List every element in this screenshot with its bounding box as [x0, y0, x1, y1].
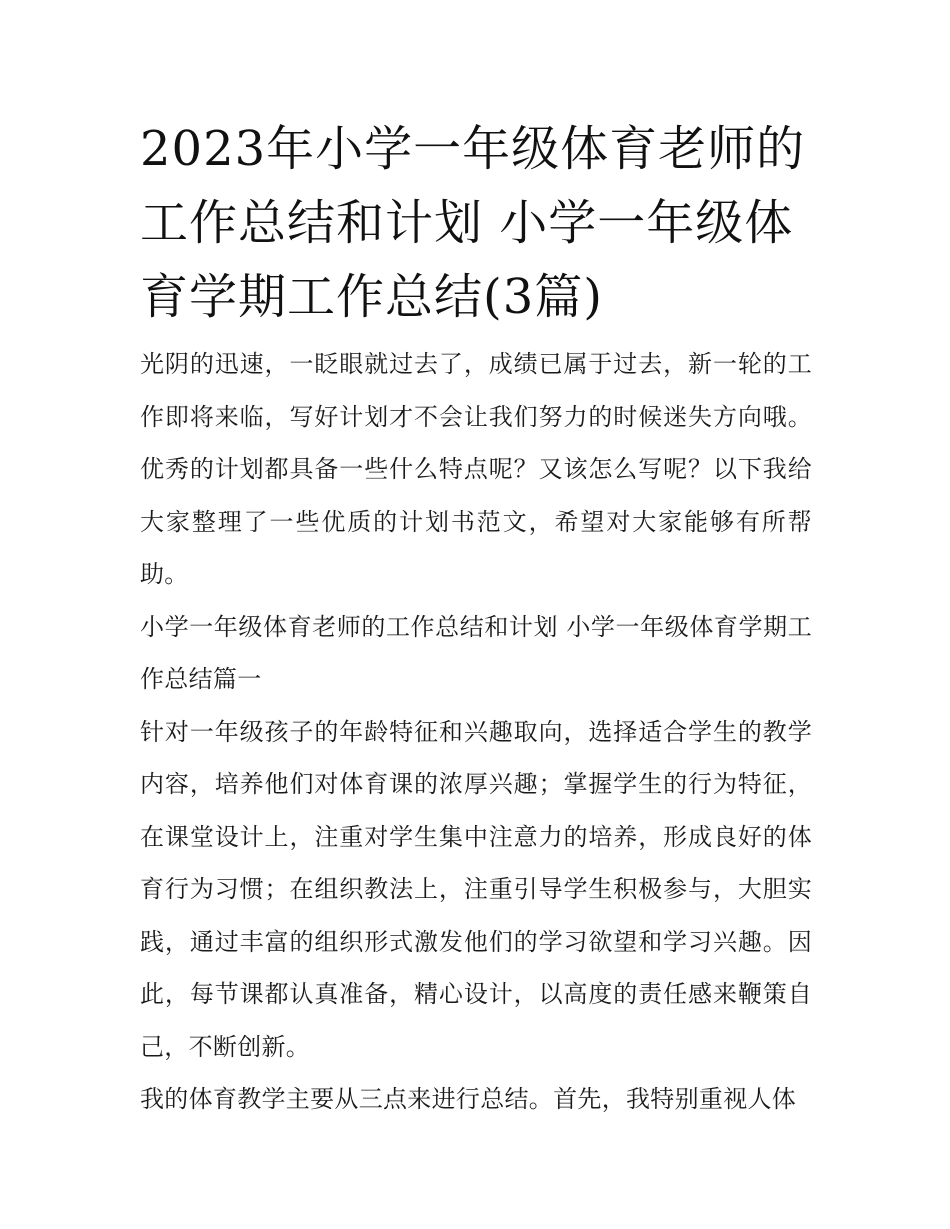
section-heading: 小学一年级体育老师的工作总结和计划 小学一年级体育学期工作总结篇一: [140, 612, 812, 693]
document-body: [140, 112, 812, 1126]
body-paragraph: 我的体育教学主要从三点来进行总结。首先，我特别重视人体: [140, 1085, 797, 1113]
body-paragraph: 针对一年级孩子的年龄特征和兴趣取向，选择适合学生的教学内容，培养他们对体育课的浓厚兴趣；掌握学生的行为特征，在课堂设计上，注重对学生集中注意力的培养，形成良好的体育行为习惯；在组织教法上，注重引导学生积极参与，大胆实践，通过丰富的组织形式激发他们的学习欲望和学习兴趣。因此，每节课都认真准备，精心设计，以高度的责任感来鞭策自己，不断创新。: [140, 717, 812, 1061]
document-title: 2023年小学一年级体育老师的工作总结和计划 小学一年级体育学期工作总结(3篇): [140, 121, 806, 325]
intro-paragraph: 光阴的迅速，一眨眼就过去了，成绩已属于过去，新一轮的工作即将来临，写好计划才不会让我们努力的时候迷失方向哦。优秀的计划都具备一些什么特点呢？又该怎么写呢？以下我给大家整理了一些优质的计划书范文，希望对大家能够有所帮助。: [140, 350, 812, 588]
